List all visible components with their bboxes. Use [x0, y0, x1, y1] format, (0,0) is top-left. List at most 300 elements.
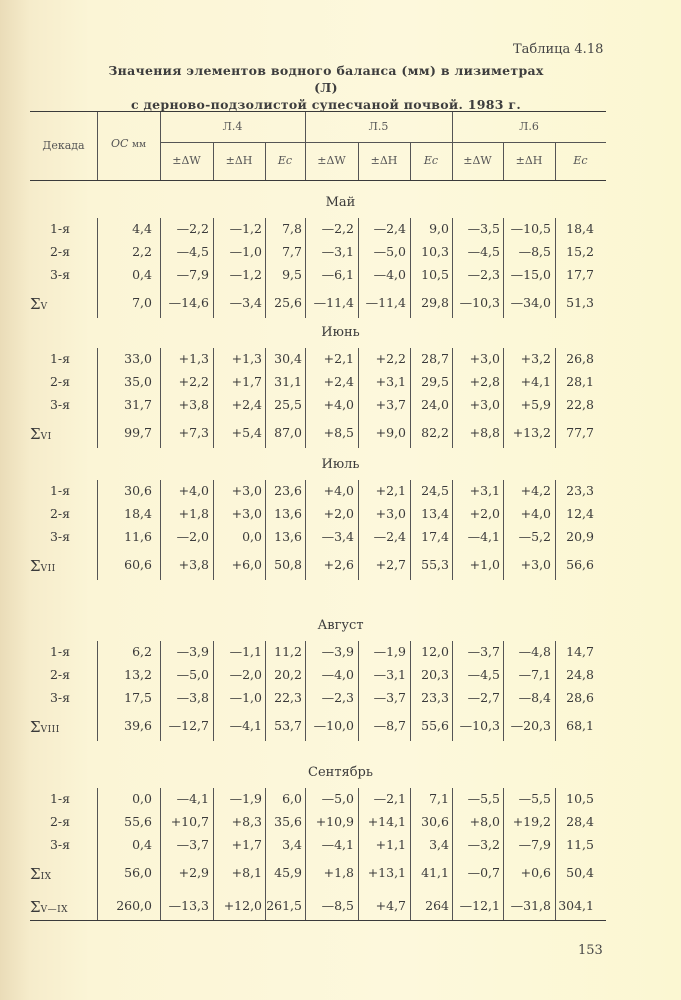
table-cell: —10,0 — [313, 718, 354, 733]
decade-label: 1-я — [49, 483, 71, 498]
table-cell: —1,9 — [229, 791, 262, 806]
table-cell: +5,4 — [231, 425, 262, 440]
table-cell: 260,0 — [116, 898, 152, 913]
column-divider — [265, 218, 266, 318]
sum-subscript: V—IX — [40, 905, 69, 915]
table-cell: 24,8 — [566, 667, 594, 682]
table-cell: 13,6 — [274, 529, 302, 544]
table-cell: 30,4 — [274, 351, 302, 366]
table-cell: —1,0 — [229, 690, 262, 705]
table-cell: —3,7 — [373, 690, 406, 705]
table-cell: 11,5 — [566, 837, 594, 852]
table-cell: —2,4 — [373, 529, 406, 544]
table-cell: +1,7 — [231, 374, 262, 389]
table-cell: 17,5 — [124, 690, 152, 705]
table-cell: —7,9 — [518, 837, 551, 852]
table-cell: 6,0 — [282, 791, 302, 806]
column-divider — [213, 348, 214, 448]
table-cell: —3,2 — [467, 837, 500, 852]
decade-header: Декада — [42, 139, 85, 152]
column-divider — [410, 788, 411, 921]
month-heading: Сентябрь — [308, 765, 373, 780]
table-row — [0, 397, 681, 417]
column-divider — [555, 348, 556, 448]
table-cell: 45,9 — [274, 865, 302, 880]
table-cell: 55,6 — [421, 718, 449, 733]
table-cell: —7,1 — [518, 667, 551, 682]
column-divider — [97, 788, 98, 921]
table-cell: 12,4 — [566, 506, 594, 521]
table-cell: —8,4 — [518, 690, 551, 705]
table-cell: 28,7 — [421, 351, 449, 366]
column-divider — [452, 788, 453, 921]
page-number: 153 — [578, 943, 603, 958]
decade-label: 3-я — [49, 529, 71, 544]
table-cell: —4,1 — [229, 718, 262, 733]
table-cell: —4,5 — [467, 244, 500, 259]
table-cell: 7,8 — [282, 221, 302, 236]
table-cell: 12,0 — [421, 644, 449, 659]
table-cell: 7,1 — [429, 791, 449, 806]
table-cell: 304,1 — [558, 898, 594, 913]
l6-ec-header: Eс — [573, 154, 588, 167]
l4-ec-header: Eс — [277, 154, 293, 167]
table-cell: 10,5 — [421, 267, 449, 282]
column-divider — [213, 641, 214, 741]
table-cell: 41,1 — [421, 865, 449, 880]
column-divider — [555, 218, 556, 318]
table-cell: 10,5 — [566, 791, 594, 806]
table-cell: —2,0 — [176, 529, 209, 544]
table-cell: +0,6 — [520, 865, 551, 880]
table-cell: 13,2 — [124, 667, 152, 682]
table-cell: +3,8 — [178, 557, 209, 572]
table-cell: 28,6 — [566, 690, 594, 705]
table-cell: +1,3 — [178, 351, 209, 366]
table-row — [0, 267, 681, 287]
table-row — [0, 483, 681, 503]
table-cell: —1,0 — [229, 244, 262, 259]
column-divider — [410, 480, 411, 580]
month-heading: Август — [317, 618, 364, 633]
table-cell: +2,2 — [178, 374, 209, 389]
table-cell: +6,0 — [231, 557, 262, 572]
table-cell: +9,0 — [375, 425, 406, 440]
table-cell: —31,8 — [510, 898, 551, 913]
column-divider — [358, 641, 359, 741]
column-divider — [160, 641, 161, 741]
table-cell: 35,0 — [124, 374, 152, 389]
table-cell: —3,4 — [229, 295, 262, 310]
table-cell: 20,2 — [274, 667, 302, 682]
table-cell: 68,1 — [566, 718, 594, 733]
l5-ec-header: Eс — [423, 154, 439, 167]
table-cell: +4,0 — [520, 506, 551, 521]
sum-row — [0, 295, 681, 315]
column-divider — [358, 480, 359, 580]
column-divider — [410, 348, 411, 448]
table-cell: +3,0 — [231, 506, 262, 521]
month-heading: Июнь — [321, 325, 360, 340]
decade-label: 2-я — [49, 667, 71, 682]
caption-line-1: Значения элементов водного баланса (мм) в лизиметрах (Л) — [108, 63, 544, 95]
table-cell: —8,5 — [518, 244, 551, 259]
table-cell: 18,4 — [566, 221, 594, 236]
l5-dw-header: ±ΔW — [317, 154, 346, 167]
table-cell: —3,5 — [467, 221, 500, 236]
column-divider — [213, 788, 214, 921]
sum-subscript: V — [40, 302, 48, 312]
table-cell: —4,1 — [176, 791, 209, 806]
table-cell: —10,3 — [459, 295, 500, 310]
sum-label — [30, 295, 90, 313]
table-cell: +3,2 — [520, 351, 551, 366]
table-cell: 10,3 — [421, 244, 449, 259]
decade-label: 3-я — [49, 837, 71, 852]
table-cell: 4,4 — [132, 221, 152, 236]
table-cell: 22,8 — [566, 397, 594, 412]
table-cell: +8,3 — [231, 814, 262, 829]
table-cell: +2,8 — [469, 374, 500, 389]
sum-row — [0, 865, 681, 885]
table-cell: 39,6 — [124, 718, 152, 733]
table-cell: 7,0 — [132, 295, 152, 310]
table-cell: 30,6 — [421, 814, 449, 829]
l6-dh-header: ±ΔH — [515, 154, 543, 167]
table-row — [0, 506, 681, 526]
sum-label — [30, 557, 90, 575]
table-cell: —12,7 — [168, 718, 209, 733]
table-cell: +3,1 — [375, 374, 406, 389]
table-cell: —14,6 — [168, 295, 209, 310]
table-cell: 55,3 — [421, 557, 449, 572]
table-cell: —3,7 — [176, 837, 209, 852]
sigma-symbol: Σ — [30, 718, 41, 736]
column-divider — [213, 480, 214, 580]
table-cell: 14,7 — [566, 644, 594, 659]
decade-label: 2-я — [49, 506, 71, 521]
table-cell: —5,2 — [518, 529, 551, 544]
sum-row — [0, 718, 681, 738]
sum-label — [30, 865, 90, 883]
table-cell: —3,1 — [321, 244, 354, 259]
table-cell: +8,5 — [323, 425, 354, 440]
column-divider — [305, 348, 306, 448]
column-divider — [503, 218, 504, 318]
table-cell: +1,8 — [178, 506, 209, 521]
table-row — [0, 529, 681, 549]
column-divider — [555, 480, 556, 580]
table-cell: —11,4 — [365, 295, 406, 310]
table-cell: —12,1 — [459, 898, 500, 913]
decade-label: 3-я — [49, 690, 71, 705]
column-divider — [503, 641, 504, 741]
table-caption — [96, 62, 556, 113]
lysimeter-5-header: Л.5 — [368, 120, 389, 133]
column-divider — [410, 218, 411, 318]
sigma-symbol: Σ — [30, 557, 41, 575]
table-cell: 28,1 — [566, 374, 594, 389]
table-cell: +3,0 — [469, 351, 500, 366]
table-cell: —2,3 — [321, 690, 354, 705]
column-divider — [358, 788, 359, 921]
l4-dw-header: ±ΔW — [172, 154, 201, 167]
table-cell: 26,8 — [566, 351, 594, 366]
table-cell: 31,1 — [274, 374, 302, 389]
table-cell: 99,7 — [124, 425, 152, 440]
table-cell: +2,2 — [375, 351, 406, 366]
table-cell: 35,6 — [274, 814, 302, 829]
table-cell: —3,7 — [467, 644, 500, 659]
grand-total-row — [0, 898, 681, 918]
table-cell: 20,9 — [566, 529, 594, 544]
table-top-rule — [30, 111, 606, 112]
table-cell: —3,8 — [176, 690, 209, 705]
table-cell: 28,4 — [566, 814, 594, 829]
sum-row — [0, 557, 681, 577]
table-cell: —4,1 — [321, 837, 354, 852]
table-cell: —2,0 — [229, 667, 262, 682]
month-heading: Июль — [321, 457, 360, 472]
column-divider — [160, 480, 161, 580]
table-row — [0, 244, 681, 264]
table-cell: —5,0 — [321, 791, 354, 806]
table-cell: 22,3 — [274, 690, 302, 705]
table-cell: +8,1 — [231, 865, 262, 880]
table-cell: +19,2 — [512, 814, 551, 829]
table-cell: —8,5 — [321, 898, 354, 913]
table-cell: 13,4 — [421, 506, 449, 521]
column-divider — [213, 218, 214, 318]
table-row — [0, 351, 681, 371]
oc-unit: мм — [131, 140, 146, 150]
table-cell: —3,4 — [321, 529, 354, 544]
table-cell: +3,0 — [520, 557, 551, 572]
table-cell: —4,0 — [373, 267, 406, 282]
column-divider — [265, 480, 266, 580]
table-cell: 9,5 — [282, 267, 302, 282]
column-divider — [97, 480, 98, 580]
table-cell: —2,3 — [467, 267, 500, 282]
oc-header — [97, 137, 160, 150]
table-cell: —8,7 — [373, 718, 406, 733]
table-cell: —4,5 — [467, 667, 500, 682]
lysimeter-6-header: Л.6 — [519, 120, 539, 133]
table-cell: +3,0 — [231, 483, 262, 498]
table-cell: +2,1 — [323, 351, 354, 366]
table-cell: 3,4 — [282, 837, 302, 852]
table-cell: —10,3 — [459, 718, 500, 733]
sum-subscript: VIII — [40, 725, 60, 735]
column-divider — [160, 218, 161, 318]
column-divider — [97, 218, 98, 318]
table-cell: +2,4 — [231, 397, 262, 412]
table-cell: —34,0 — [510, 295, 551, 310]
table-cell: +3,0 — [469, 397, 500, 412]
table-cell: +1,1 — [375, 837, 406, 852]
table-cell: —5,5 — [518, 791, 551, 806]
column-divider — [305, 788, 306, 921]
table-cell: +8,8 — [469, 425, 500, 440]
sigma-symbol: Σ — [30, 898, 41, 916]
table-cell: 0,4 — [132, 267, 152, 282]
sigma-symbol: Σ — [30, 425, 41, 443]
table-cell: 29,5 — [421, 374, 449, 389]
sum-label — [30, 898, 90, 916]
table-cell: 30,6 — [124, 483, 152, 498]
table-cell: +1,8 — [323, 865, 354, 880]
table-cell: +4,2 — [520, 483, 551, 498]
table-cell: +2,1 — [375, 483, 406, 498]
table-cell: 25,5 — [274, 397, 302, 412]
column-divider — [265, 348, 266, 448]
table-cell: 0,0 — [132, 791, 152, 806]
table-cell: 2,2 — [132, 244, 152, 259]
decade-label: 3-я — [49, 397, 71, 412]
column-divider — [452, 480, 453, 580]
table-cell: +2,9 — [178, 865, 209, 880]
table-row — [0, 374, 681, 394]
sum-row — [0, 425, 681, 445]
table-cell: 11,6 — [124, 529, 152, 544]
table-cell: +10,7 — [170, 814, 209, 829]
column-divider — [97, 348, 98, 448]
decade-label: 1-я — [49, 791, 71, 806]
table-cell: +12,0 — [223, 898, 262, 913]
table-cell: —0,7 — [467, 865, 500, 880]
table-row — [0, 221, 681, 241]
table-cell: +1,7 — [231, 837, 262, 852]
table-cell: 23,3 — [566, 483, 594, 498]
column-divider — [305, 218, 306, 318]
column-divider — [265, 641, 266, 741]
table-cell: +13,2 — [512, 425, 551, 440]
table-cell: +4,0 — [323, 397, 354, 412]
table-cell: —2,2 — [176, 221, 209, 236]
table-cell: 11,2 — [274, 644, 302, 659]
table-cell: —5,5 — [467, 791, 500, 806]
table-row — [0, 791, 681, 811]
table-cell: 56,0 — [124, 865, 152, 880]
sum-subscript: VII — [40, 564, 56, 574]
table-cell: +1,3 — [231, 351, 262, 366]
table-cell: 29,8 — [421, 295, 449, 310]
table-cell: —2,1 — [373, 791, 406, 806]
table-cell: 20,3 — [421, 667, 449, 682]
table-cell: —3,9 — [176, 644, 209, 659]
table-cell: 261,5 — [266, 898, 302, 913]
table-cell: 55,6 — [124, 814, 152, 829]
column-divider — [410, 641, 411, 741]
table-cell: 56,6 — [566, 557, 594, 572]
table-cell: 53,7 — [274, 718, 302, 733]
table-cell: 31,7 — [124, 397, 152, 412]
table-cell: —1,2 — [229, 221, 262, 236]
table-cell: +2,7 — [375, 557, 406, 572]
table-row — [0, 644, 681, 664]
table-cell: +14,1 — [367, 814, 406, 829]
table-row — [0, 814, 681, 834]
sigma-symbol: Σ — [30, 865, 41, 883]
table-cell: —4,1 — [467, 529, 500, 544]
table-cell: 60,6 — [124, 557, 152, 572]
table-cell: —6,1 — [321, 267, 354, 282]
decade-label: 1-я — [49, 221, 71, 236]
column-divider — [265, 788, 266, 921]
table-cell: —15,0 — [510, 267, 551, 282]
table-cell: +7,3 — [178, 425, 209, 440]
table-cell: —5,0 — [373, 244, 406, 259]
table-cell: +3,1 — [469, 483, 500, 498]
column-divider — [503, 348, 504, 448]
column-divider — [160, 788, 161, 921]
l5-dh-header: ±ΔH — [370, 154, 398, 167]
table-cell: 50,8 — [274, 557, 302, 572]
column-divider — [452, 641, 453, 741]
table-label: Таблица 4.18 — [513, 42, 604, 57]
table-cell: —13,3 — [168, 898, 209, 913]
table-cell: 15,2 — [566, 244, 594, 259]
table-cell: +2,0 — [469, 506, 500, 521]
table-cell: 51,3 — [566, 295, 594, 310]
column-divider — [358, 218, 359, 318]
table-cell: 77,7 — [566, 425, 594, 440]
l4-dh-header: ±ΔH — [225, 154, 253, 167]
table-cell: 13,6 — [274, 506, 302, 521]
table-cell: —2,4 — [373, 221, 406, 236]
table-cell: +4,1 — [520, 374, 551, 389]
column-divider — [555, 641, 556, 741]
sum-label — [30, 425, 90, 443]
sum-label — [30, 718, 90, 736]
month-heading: Май — [325, 195, 356, 210]
column-divider — [97, 641, 98, 741]
table-cell: +2,4 — [323, 374, 354, 389]
decade-label: 3-я — [49, 267, 71, 282]
decade-label: 1-я — [49, 351, 71, 366]
table-cell: +4,0 — [323, 483, 354, 498]
table-cell: 17,4 — [421, 529, 449, 544]
table-cell: 82,2 — [421, 425, 449, 440]
table-cell: 87,0 — [274, 425, 302, 440]
table-cell: +3,7 — [375, 397, 406, 412]
header-bottom-rule — [30, 180, 606, 181]
table-cell: 9,0 — [429, 221, 449, 236]
table-cell: 33,0 — [124, 351, 152, 366]
table-cell: —1,9 — [373, 644, 406, 659]
sum-subscript: VI — [40, 432, 52, 442]
table-cell: —4,8 — [518, 644, 551, 659]
table-cell: —20,3 — [510, 718, 551, 733]
table-cell: —4,0 — [321, 667, 354, 682]
table-cell: 18,4 — [124, 506, 152, 521]
table-cell: +3,8 — [178, 397, 209, 412]
table-cell: 0,0 — [242, 529, 262, 544]
oc-label: ОС — [111, 137, 129, 150]
table-cell: 25,6 — [274, 295, 302, 310]
table-cell: —7,9 — [176, 267, 209, 282]
column-divider — [305, 480, 306, 580]
column-divider — [358, 348, 359, 448]
table-cell: 3,4 — [429, 837, 449, 852]
table-cell: +2,0 — [323, 506, 354, 521]
decade-label: 2-я — [49, 814, 71, 829]
table-cell: —10,5 — [510, 221, 551, 236]
table-cell: —11,4 — [313, 295, 354, 310]
table-cell: +2,6 — [323, 557, 354, 572]
table-cell: —1,2 — [229, 267, 262, 282]
table-row — [0, 667, 681, 687]
